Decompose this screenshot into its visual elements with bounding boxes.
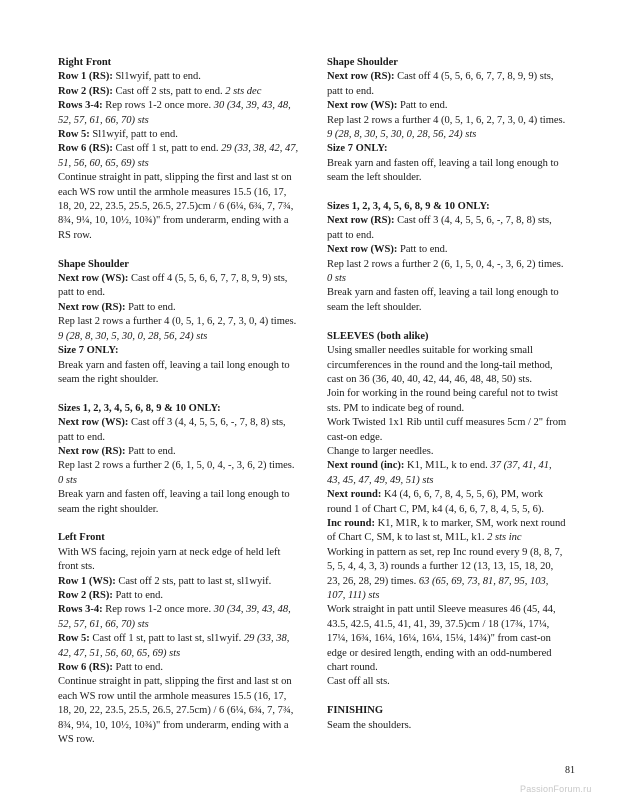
instruction-paragraph — [58, 546, 300, 575]
instruction-text: Using smaller needles suitable for working small circumferences in the round and the long-tail method, cast on 36 (36, 40, 40, 42, 44, 46, 48, 48, 50) sts. — [327, 345, 553, 385]
instruction-paragraph — [58, 589, 300, 603]
instruction-paragraph — [58, 359, 300, 388]
page-number: 81 — [565, 765, 575, 776]
instruction-paragraph — [327, 142, 567, 156]
row-label: Row 5: — [58, 129, 93, 141]
instruction-paragraph — [58, 99, 300, 128]
instruction-paragraph — [58, 575, 300, 589]
row-label: Row 5: — [58, 633, 93, 645]
stitch-count: 37 (37, 41, 41, 43, 45, 47, 49, 49, 51) sts — [327, 460, 552, 486]
instruction-text: Work Twisted 1x1 Rib until cuff measures 5cm / 2" from cast-on edge. — [327, 417, 567, 443]
section-heading: FINISHING — [327, 705, 384, 717]
stitch-count: 30 (34, 39, 43, 48, 52, 57, 61, 66, 70) sts — [58, 604, 291, 630]
section-heading: Sizes 1, 2, 3, 4, 5, 6, 8, 9 & 10 ONLY: — [58, 402, 221, 414]
instruction-paragraph — [327, 157, 567, 186]
row-label: Row 1 (RS): — [58, 71, 116, 83]
instruction-paragraph — [327, 214, 567, 243]
row-label: Next row (WS): — [327, 100, 400, 112]
section-heading: Right Front — [58, 57, 112, 68]
instruction-text: Cast off 3 (4, 4, 5, 5, 6, -, 7, 8, 8) sts, patt to end. — [58, 417, 286, 443]
row-label: Next row (RS): — [327, 71, 398, 83]
instruction-text: Break yarn and fasten off, leaving a tail long enough to seam the left shoulder. — [327, 287, 559, 313]
row-label: Next round (inc): — [327, 460, 408, 472]
instruction-text: Cast off 2 sts, patt to end. — [115, 85, 226, 97]
right-column — [327, 56, 567, 733]
instruction-text: Sl1wyif, patt to end. — [115, 71, 201, 83]
instruction-text: With WS facing, rejoin yarn at neck edge of held left front sts. — [58, 546, 281, 573]
section-spacer — [58, 517, 300, 531]
instruction-paragraph — [327, 416, 567, 445]
row-label: Next row (WS): — [58, 273, 131, 285]
instruction-paragraph — [58, 459, 300, 488]
row-label: Row 1 (WS): — [58, 575, 119, 587]
row-label: Row 2 (RS): — [58, 589, 116, 601]
instruction-text: K4 (4, 6, 6, 7, 8, 4, 5, 5, 6), PM, work round 1 of Chart C, PM, k4 (4, 6, 6, 7, 8, 4, 5, 5, 6). — [327, 489, 544, 515]
instruction-paragraph — [58, 70, 300, 84]
instruction-text: Patt to end. — [128, 445, 176, 457]
stitch-count: 29 (33, 38, 42, 47, 51, 56, 60, 65, 69) sts — [58, 143, 299, 169]
instruction-text: K1, M1L, k to end. — [407, 460, 491, 472]
instruction-paragraph — [327, 517, 567, 546]
instruction-paragraph — [58, 85, 300, 99]
instruction-text: Cast off 3 (4, 4, 5, 5, 6, -, 7, 8, 8) sts, patt to end. — [327, 215, 552, 241]
stitch-count: 2 sts inc — [487, 532, 522, 544]
instruction-paragraph — [327, 445, 567, 459]
instruction-text: Rep last 2 rows a further 4 (0, 5, 1, 6, 2, 7, 3, 0, 4) times. — [327, 114, 566, 126]
stitch-count: 29 (33, 38, 42, 47, 51, 56, 60, 65, 69) sts — [58, 633, 290, 659]
section-spacer — [58, 387, 300, 401]
instruction-paragraph — [327, 675, 567, 689]
instruction-text: Rep last 2 rows a further 2 (6, 1, 5, 0, 4, -, 3, 6, 2) times. — [327, 258, 564, 270]
instruction-paragraph — [58, 632, 300, 661]
instruction-text: Cast off 1 st, patt to end. — [115, 143, 222, 155]
instruction-paragraph — [327, 99, 567, 113]
instruction-paragraph — [327, 70, 567, 99]
instruction-text: Rep last 2 rows a further 4 (0, 5, 1, 6, 2, 7, 3, 0, 4) times. — [58, 316, 297, 328]
section-spacer — [327, 690, 567, 704]
instruction-paragraph — [58, 675, 300, 747]
instruction-paragraph — [327, 243, 567, 257]
instruction-text: Break yarn and fasten off, leaving a tail long enough to seam the left shoulder. — [327, 157, 559, 184]
instruction-text: Cast off all sts. — [327, 676, 390, 688]
instruction-text: Change to larger needles. — [327, 445, 434, 457]
instruction-text: Work straight in patt until Sleeve measures 46 (45, 44, 43.5, 42.5, 41.5, 41, 41, 39, 37.5)cm / 18 (17¾, 17¼, 17¼, 16¾, 16¼, 16¼, 16¼, 15¼, 14¾)" from cast-on edge or desired length, ending with an odd-numbered chart round. — [327, 604, 556, 674]
instruction-paragraph — [58, 301, 300, 315]
instruction-text: Working in pattern as set, rep Inc round every 9 (8, 8, 7, 5, 5, 4, 4, 3, 3) rounds a further 12 (13, 13, 15, 18, 20, 23, 26, 28, 29) times. — [327, 546, 563, 587]
instruction-paragraph — [327, 286, 567, 315]
instruction-paragraph — [327, 546, 567, 604]
left-column — [58, 56, 300, 747]
instruction-text: Continue straight in patt, slipping the first and last st on each WS row until the armhole measures 15.5 (16, 17, 18, 20, 22, 23.5, 25.5, 26.5, 27.5)cm / 6 (6¼, 6¾, 7, 7¾, 8¾, 9¼, 10, 10½, 10¾)" from underarm, ending with a RS row. — [58, 172, 294, 241]
instruction-text: Cast off 2 sts, patt to last st, sl1wyif. — [118, 575, 272, 587]
instruction-paragraph — [327, 258, 567, 287]
instruction-paragraph — [58, 142, 300, 171]
stitch-count: 63 (65, 69, 73, 81, 87, 95, 103, 107, 111) sts — [327, 575, 549, 601]
row-label: Rows 3-4: — [58, 100, 106, 112]
row-label: Size 7 ONLY: — [327, 143, 388, 155]
row-label: Row 2 (RS): — [58, 85, 116, 97]
instruction-paragraph — [58, 344, 300, 358]
instruction-text: Cast off 4 (5, 5, 6, 6, 7, 7, 8, 9, 9) sts, patt to end. — [327, 71, 554, 97]
instruction-text: Patt to end. — [115, 589, 163, 601]
instruction-text: Patt to end. — [400, 100, 448, 112]
section-heading: SLEEVES (both alike) — [327, 330, 429, 342]
stitch-count: 0 sts — [327, 273, 346, 285]
instruction-paragraph — [58, 488, 300, 517]
stitch-count: 30 (34, 39, 43, 48, 52, 57, 61, 66, 70) sts — [58, 100, 291, 126]
row-label: Row 6 (RS): — [58, 662, 116, 674]
instruction-text: Patt to end. — [400, 244, 448, 256]
instruction-paragraph — [58, 315, 300, 344]
instruction-text: Join for working in the round being careful not to twist sts. PM to indicate beg of round. — [327, 388, 558, 414]
instruction-text: Break yarn and fasten off, leaving a tail long enough to seam the right shoulder. — [58, 359, 290, 385]
stitch-count: 2 sts dec — [225, 85, 262, 97]
row-label: Next row (RS): — [58, 301, 129, 313]
row-label: Row 6 (RS): — [58, 143, 116, 155]
row-label: Next row (WS): — [327, 244, 400, 256]
instruction-paragraph — [327, 488, 567, 517]
section-spacer — [58, 243, 300, 257]
instruction-text: Patt to end. — [128, 301, 176, 313]
instruction-text: Continue straight in patt, slipping the first and last st on each WS row until the armhole measures 15.5 (16, 17, 18, 20, 22, 23.5, 25.5, 26.5, 27.5cm) / 6 (6¼, 6¾, 7, 7¾, 8¾, 9¼, 10, 10½, 10¾)" from underarm, ending with a WS row. — [58, 676, 294, 746]
instruction-paragraph — [327, 603, 567, 675]
instruction-paragraph — [58, 128, 300, 142]
section-spacer — [327, 315, 567, 329]
section-heading: Left Front — [58, 532, 105, 544]
row-label: Inc round: — [327, 517, 378, 529]
instruction-paragraph — [58, 416, 300, 445]
row-label: Next row (RS): — [58, 445, 129, 457]
section-heading: Shape Shoulder — [58, 258, 129, 270]
instruction-text: Patt to end. — [115, 662, 163, 674]
instruction-paragraph — [58, 661, 300, 675]
instruction-text: Sl1wyif, patt to end. — [92, 129, 178, 141]
instruction-text: K1, M1R, k to marker, SM, work next round of Chart C, SM, k to last st, M1L, k1. — [327, 517, 566, 544]
instruction-paragraph — [327, 344, 567, 387]
instruction-paragraph — [327, 719, 567, 733]
section-heading: Shape Shoulder — [327, 57, 398, 68]
row-label: Next row (WS): — [58, 417, 131, 429]
stitch-count: 9 (28, 8, 30, 5, 30, 0, 28, 56, 24) sts — [58, 330, 208, 342]
instruction-text: Rep rows 1-2 once more. — [105, 604, 214, 616]
instruction-paragraph — [58, 445, 300, 459]
stitch-count: 9 (28, 8, 30, 5, 30, 0, 28, 56, 24) sts — [327, 129, 477, 141]
instruction-text: Seam the shoulders. — [327, 719, 412, 731]
instruction-text: Rep rows 1-2 once more. — [105, 100, 214, 112]
instruction-paragraph — [58, 171, 300, 243]
row-label: Next row (RS): — [327, 215, 398, 227]
instruction-text: Cast off 4 (5, 5, 6, 6, 7, 7, 8, 9, 9) sts, patt to end. — [58, 273, 288, 299]
row-label: Size 7 ONLY: — [58, 345, 119, 357]
instruction-paragraph — [327, 387, 567, 416]
instruction-text: Cast off 1 st, patt to last st, sl1wyif. — [92, 633, 244, 645]
instruction-paragraph — [58, 272, 300, 301]
section-spacer — [327, 186, 567, 200]
watermark: PassionForum.ru — [520, 784, 592, 794]
instruction-text: Rep last 2 rows a further 2 (6, 1, 5, 0, 4, -, 3, 6, 2) times. — [58, 460, 295, 472]
instruction-paragraph — [327, 459, 567, 488]
row-label: Rows 3-4: — [58, 604, 106, 616]
row-label: Next round: — [327, 489, 384, 501]
section-heading: Sizes 1, 2, 3, 4, 5, 6, 8, 9 & 10 ONLY: — [327, 201, 490, 213]
instruction-paragraph — [58, 603, 300, 632]
instruction-text: Break yarn and fasten off, leaving a tail long enough to seam the right shoulder. — [58, 489, 290, 515]
instruction-paragraph — [327, 114, 567, 143]
stitch-count: 0 sts — [58, 474, 77, 486]
